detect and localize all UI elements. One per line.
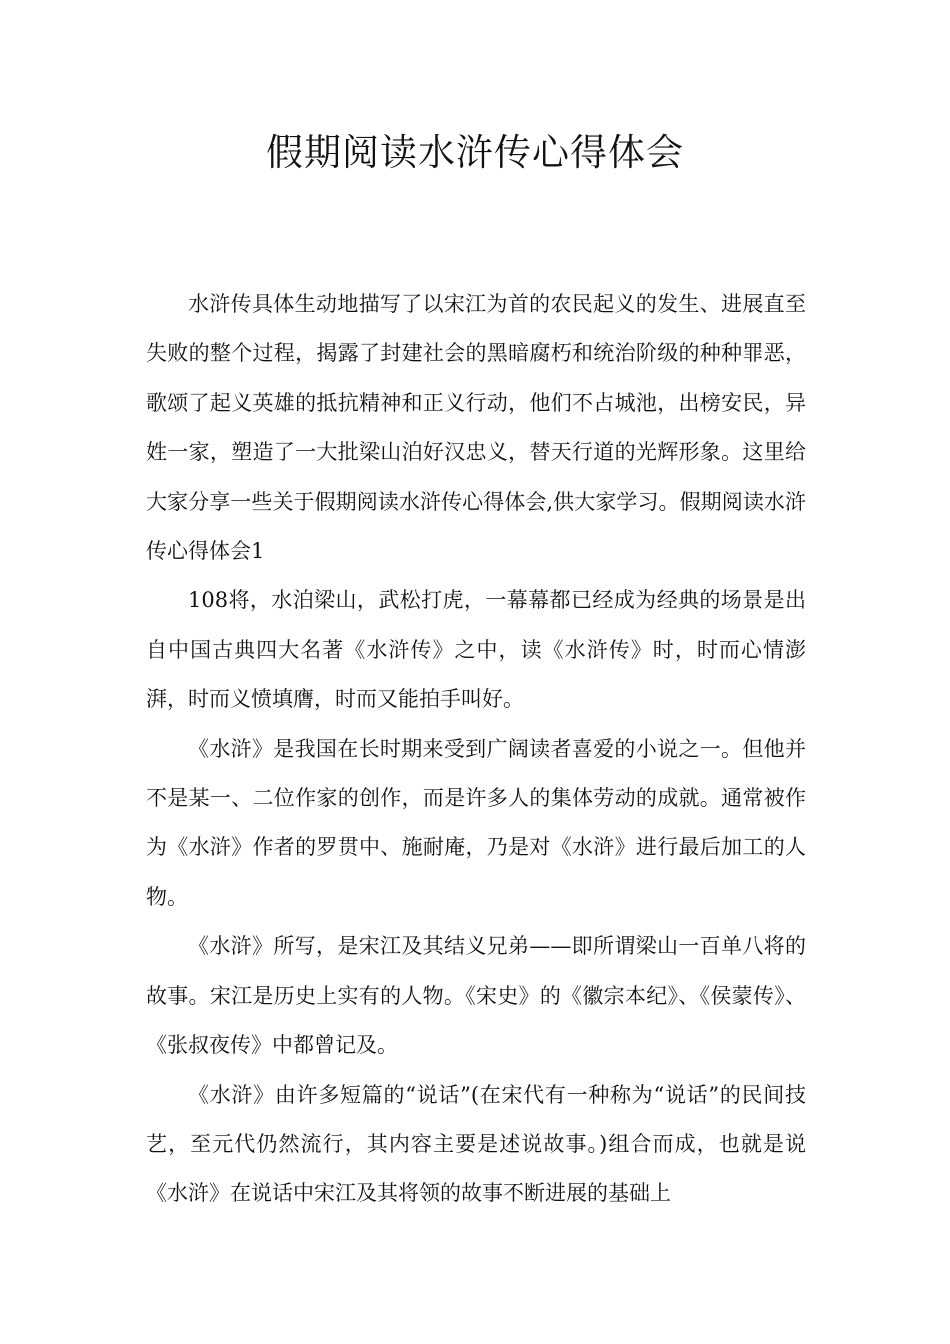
paragraph-intro: 水浒传具体生动地描写了以宋江为首的农民起义的发生、进展直至失败的整个过程，揭露了封建社会的黑暗腐朽和统治阶级的种种罪恶，歌颂了起义英雄的抵抗精神和正义行动，他们不占城池，出榜安民，异姓一家，塑造了一大批梁山泊好汉忠义，替天行道的光辉形象。这里给大家分享一些关于假期阅读水浒传心得体会,供大家学习。假期阅读水浒传心得体会1	[146, 292, 806, 564]
paragraph-authorship: 《水浒》是我国在长时期来受到广阔读者喜爱的小说之一。但他并不是某一、二位作家的创作，而是许多人的集体劳动的成就。通常被作为《水浒》作者的罗贯中、施耐庵，乃是对《水浒》进行最后加工的人物。	[146, 736, 806, 909]
page-title: 假期阅读水浒传心得体会	[266, 131, 684, 174]
paragraph-108-heroes: 108将，水泊梁山，武松打虎，一幕幕都已经成为经典的场景是出自中国古典四大名著《水浒传》之中，读《水浒传》时，时而心情澎湃，时而义愤填膺，时而又能拍手叫好。	[146, 588, 806, 712]
paragraph-shuohua-origin: 《水浒》由许多短篇的“说话”(在宋代有一种称为“说话”的民间技艺，至元代仍然流行，其内容主要是述说故事。)组合而成，也就是说《水浒》在说话中宋江及其将领的故事不断进展的基础上	[146, 1082, 806, 1206]
paragraph-songjiang-history: 《水浒》所写，是宋江及其结义兄弟——即所谓梁山一百单八将的故事。宋江是历史上实有的人物。《宋史》的《徽宗本纪》、《侯蒙传》、《张叔夜传》中都曾记及。	[146, 934, 806, 1058]
document-body	[146, 280, 806, 1219]
